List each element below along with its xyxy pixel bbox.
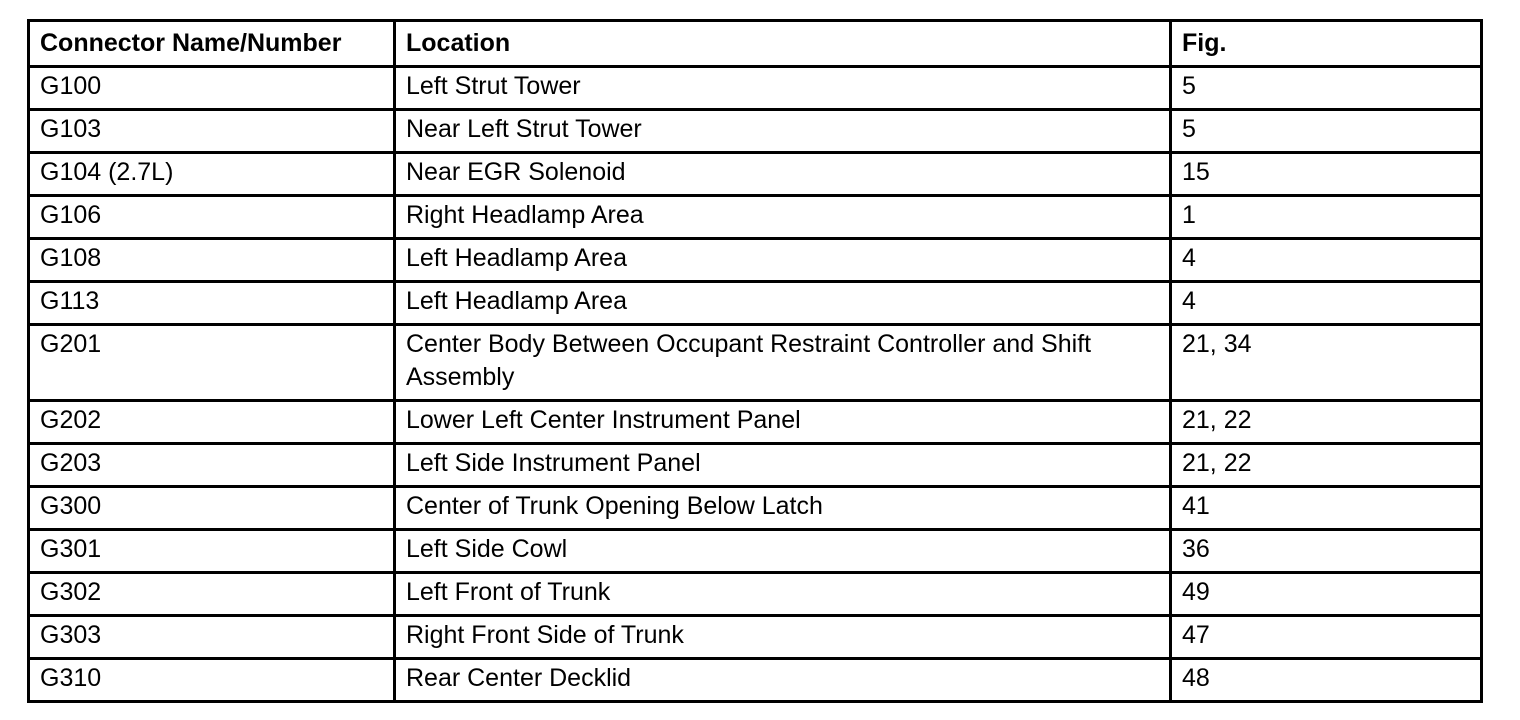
cell-connector: G303 — [29, 616, 395, 659]
cell-fig: 41 — [1171, 487, 1482, 530]
cell-location: Center of Trunk Opening Below Latch — [395, 487, 1171, 530]
table-row — [29, 616, 1482, 659]
table-row — [29, 196, 1482, 239]
cell-location: Left Side Cowl — [395, 530, 1171, 573]
cell-connector: G106 — [29, 196, 395, 239]
cell-location: Left Strut Tower — [395, 67, 1171, 110]
cell-connector: G104 (2.7L) — [29, 153, 395, 196]
table-row — [29, 487, 1482, 530]
cell-location: Center Body Between Occupant Restraint Controller and Shift Assembly — [395, 325, 1171, 401]
cell-connector: G201 — [29, 325, 395, 401]
cell-connector: G108 — [29, 239, 395, 282]
cell-fig: 21, 34 — [1171, 325, 1482, 401]
cell-fig: 5 — [1171, 110, 1482, 153]
header-location: Location — [395, 21, 1171, 67]
table-row — [29, 239, 1482, 282]
table-row — [29, 401, 1482, 444]
table-body — [29, 67, 1482, 702]
cell-location: Lower Left Center Instrument Panel — [395, 401, 1171, 444]
cell-fig: 5 — [1171, 67, 1482, 110]
table-row — [29, 282, 1482, 325]
cell-location: Left Side Instrument Panel — [395, 444, 1171, 487]
table-row — [29, 444, 1482, 487]
cell-location: Right Headlamp Area — [395, 196, 1171, 239]
cell-connector: G302 — [29, 573, 395, 616]
cell-location: Right Front Side of Trunk — [395, 616, 1171, 659]
cell-connector: G301 — [29, 530, 395, 573]
cell-location: Left Front of Trunk — [395, 573, 1171, 616]
cell-location: Near EGR Solenoid — [395, 153, 1171, 196]
table-row — [29, 67, 1482, 110]
cell-connector: G103 — [29, 110, 395, 153]
table-row — [29, 153, 1482, 196]
cell-fig: 4 — [1171, 282, 1482, 325]
connector-location-table — [27, 19, 1483, 703]
cell-fig: 1 — [1171, 196, 1482, 239]
cell-fig: 4 — [1171, 239, 1482, 282]
cell-connector: G300 — [29, 487, 395, 530]
table-row — [29, 659, 1482, 702]
cell-location: Near Left Strut Tower — [395, 110, 1171, 153]
cell-connector: G202 — [29, 401, 395, 444]
cell-fig: 36 — [1171, 530, 1482, 573]
cell-connector: G310 — [29, 659, 395, 702]
table-row — [29, 530, 1482, 573]
cell-fig: 15 — [1171, 153, 1482, 196]
cell-location: Rear Center Decklid — [395, 659, 1171, 702]
header-connector: Connector Name/Number — [29, 21, 395, 67]
cell-fig: 49 — [1171, 573, 1482, 616]
header-fig: Fig. — [1171, 21, 1482, 67]
cell-connector: G100 — [29, 67, 395, 110]
cell-location: Left Headlamp Area — [395, 239, 1171, 282]
cell-connector: G113 — [29, 282, 395, 325]
cell-fig: 21, 22 — [1171, 444, 1482, 487]
table-row — [29, 325, 1482, 401]
cell-fig: 48 — [1171, 659, 1482, 702]
table-header-row — [29, 21, 1482, 67]
cell-connector: G203 — [29, 444, 395, 487]
table-row — [29, 573, 1482, 616]
table-row — [29, 110, 1482, 153]
cell-location: Left Headlamp Area — [395, 282, 1171, 325]
cell-fig: 21, 22 — [1171, 401, 1482, 444]
cell-fig: 47 — [1171, 616, 1482, 659]
